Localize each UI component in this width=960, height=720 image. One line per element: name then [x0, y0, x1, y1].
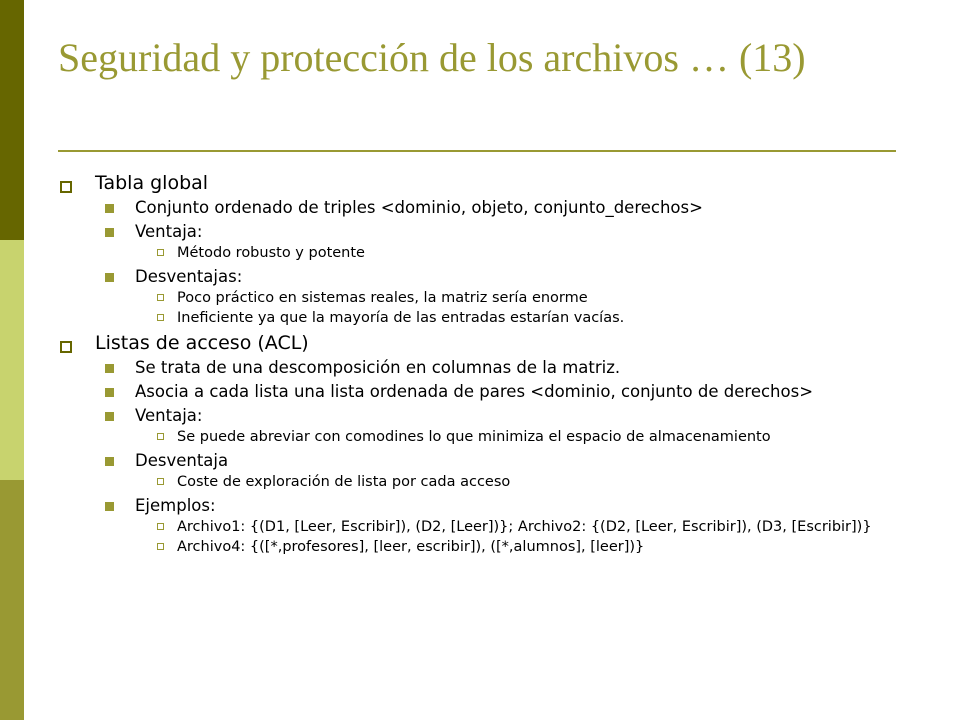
list-item	[95, 406, 908, 445]
small-square-outline-bullet-icon	[157, 523, 164, 530]
square-filled-bullet-icon	[105, 364, 114, 373]
small-square-outline-bullet-icon	[157, 294, 164, 301]
sidebar-segment-mid	[0, 480, 24, 720]
sub-list-item	[135, 429, 908, 445]
item-list	[95, 358, 908, 555]
item-label: Desventajas:	[135, 267, 243, 286]
list-item	[95, 222, 908, 261]
item-label: Ventaja:	[135, 406, 203, 425]
slide-content	[58, 168, 908, 561]
sub-item-label: Método robusto y potente	[177, 245, 365, 261]
sub-list-item	[135, 290, 908, 306]
list-item	[95, 358, 908, 377]
section-list	[58, 172, 908, 555]
sub-item-label: Poco práctico en sistemas reales, la matriz sería enorme	[177, 290, 588, 306]
item-label: Se trata de una descomposición en columnas de la matriz.	[135, 358, 621, 377]
sub-list-item	[135, 474, 908, 490]
sidebar-color-bar	[0, 0, 24, 720]
small-square-outline-bullet-icon	[157, 314, 164, 321]
small-square-outline-bullet-icon	[157, 543, 164, 550]
small-square-outline-bullet-icon	[157, 478, 164, 485]
slide-title: Seguridad y protección de los archivos … (13)	[58, 35, 806, 80]
section-label: Tabla global	[95, 172, 209, 194]
sub-item-label: Se puede abreviar con comodines lo que minimiza el espacio de almacenamiento	[177, 429, 771, 445]
item-label: Ventaja:	[135, 222, 203, 241]
list-item	[95, 496, 908, 555]
sub-item-label: Ineficiente ya que la mayoría de las entradas estarían vacías.	[177, 310, 625, 326]
sub-item-list	[135, 245, 908, 261]
square-filled-bullet-icon	[105, 228, 114, 237]
item-label: Desventaja	[135, 451, 229, 470]
item-label: Conjunto ordenado de triples <dominio, objeto, conjunto_derechos>	[135, 198, 703, 217]
sub-list-item	[135, 519, 908, 535]
sub-item-list	[135, 290, 908, 326]
sidebar-segment-light	[0, 240, 24, 480]
square-filled-bullet-icon	[105, 273, 114, 282]
small-square-outline-bullet-icon	[157, 433, 164, 440]
sub-item-label: Archivo1: {(D1, [Leer, Escribir]), (D2, [Leer])}; Archivo2: {(D2, [Leer, Escribir]), (D3, [Escribir])}	[177, 519, 872, 535]
sub-list-item	[135, 539, 908, 555]
square-filled-bullet-icon	[105, 412, 114, 421]
sub-list-item	[135, 310, 908, 326]
square-filled-bullet-icon	[105, 204, 114, 213]
list-item	[95, 198, 908, 217]
list-item	[95, 267, 908, 326]
section-item	[58, 172, 908, 326]
sub-item-list	[135, 519, 908, 555]
list-item	[95, 382, 908, 401]
section-item	[58, 332, 908, 555]
sub-item-list	[135, 474, 908, 490]
small-square-outline-bullet-icon	[157, 249, 164, 256]
item-list	[95, 198, 908, 326]
sub-item-label: Coste de exploración de lista por cada acceso	[177, 474, 511, 490]
sub-list-item	[135, 245, 908, 261]
square-filled-bullet-icon	[105, 457, 114, 466]
item-label: Ejemplos:	[135, 496, 216, 515]
sidebar-segment-dark	[0, 0, 24, 240]
sub-item-list	[135, 429, 908, 445]
sub-item-label: Archivo4: {([*,profesores], [leer, escribir]), ([*,alumnos], [leer])}	[177, 539, 645, 555]
square-filled-bullet-icon	[105, 502, 114, 511]
square-filled-bullet-icon	[105, 388, 114, 397]
title-divider	[58, 150, 896, 152]
square-outline-bullet-icon	[60, 181, 72, 193]
list-item	[95, 451, 908, 490]
item-label: Asocia a cada lista una lista ordenada de pares <dominio, conjunto de derechos>	[135, 382, 814, 401]
square-outline-bullet-icon	[60, 341, 72, 353]
section-label: Listas de acceso (ACL)	[95, 332, 309, 354]
